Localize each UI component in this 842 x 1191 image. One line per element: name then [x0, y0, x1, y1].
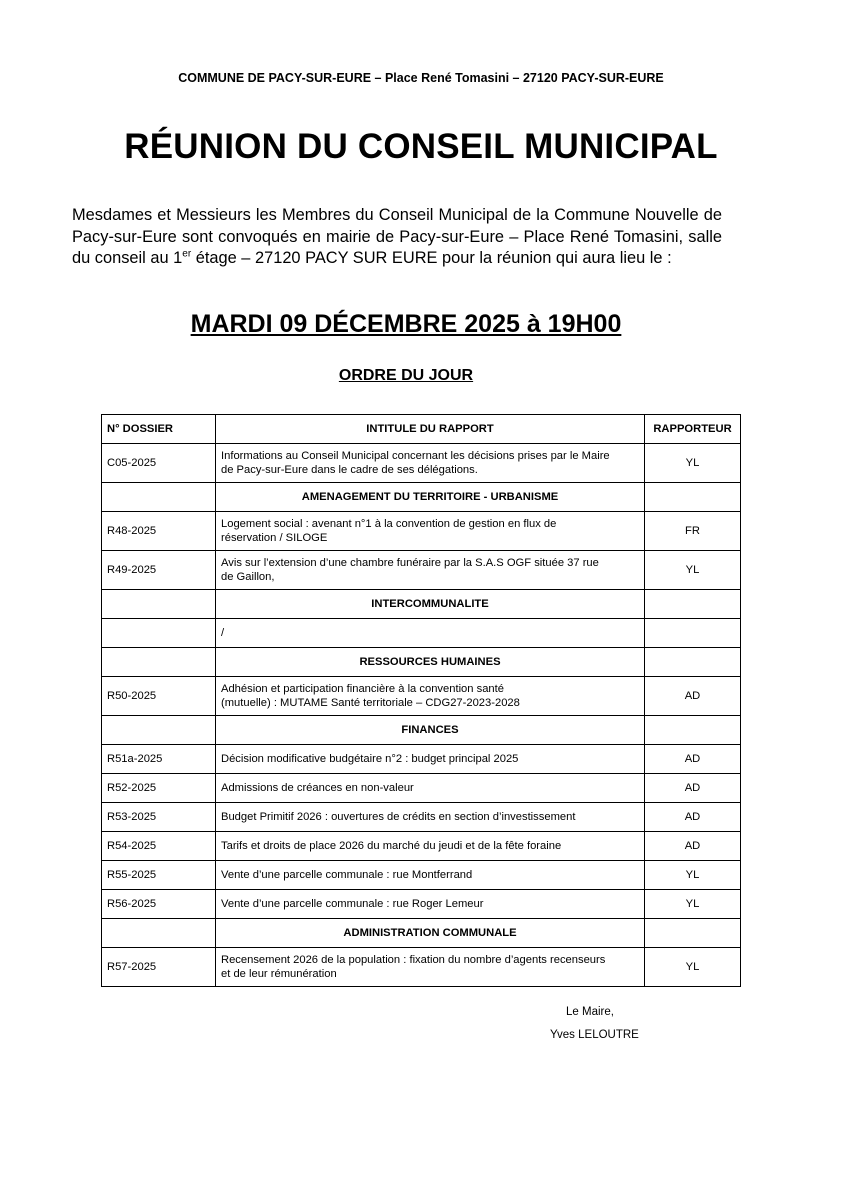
rapporteur-cell: FR: [645, 512, 741, 551]
section-label: RESSOURCES HUMAINES: [216, 648, 645, 677]
table-row: [102, 619, 741, 648]
dossier-cell: [102, 619, 216, 648]
intitule-line: et de leur rémunération: [221, 968, 337, 980]
dossier-cell: R49-2025: [102, 551, 216, 590]
intitule-line: Avis sur l’extension d’une chambre funéraire par la S.A.S OGF située 37 rue: [221, 557, 599, 569]
intitule-line: Recensement 2026 de la population : fixation du nombre d’agents recenseurs: [221, 954, 606, 966]
dossier-cell: R53-2025: [102, 803, 216, 832]
rapporteur-cell: [645, 619, 741, 648]
rapporteur-cell: YL: [645, 551, 741, 590]
empty-cell: [645, 590, 741, 619]
intitule-cell: Décision modificative budgétaire n°2 : budget principal 2025: [216, 745, 645, 774]
empty-cell: [102, 919, 216, 948]
empty-cell: [645, 716, 741, 745]
dossier-cell: R56-2025: [102, 890, 216, 919]
intitule-cell: [216, 677, 645, 716]
dossier-cell: R48-2025: [102, 512, 216, 551]
rapporteur-cell: YL: [645, 948, 741, 987]
table-row: [102, 551, 741, 590]
dossier-cell: R52-2025: [102, 774, 216, 803]
intitule-cell: Tarifs et droits de place 2026 du marché du jeudi et de la fête foraine: [216, 832, 645, 861]
empty-cell: [102, 648, 216, 677]
page-title: RÉUNION DU CONSEIL MUNICIPAL: [124, 127, 718, 166]
intitule-line: de Pacy-sur-Eure dans le cadre de ses délégations.: [221, 464, 478, 476]
signature-role: Le Maire,: [566, 1006, 614, 1018]
empty-cell: [102, 483, 216, 512]
intitule-cell: Admissions de créances en non-valeur: [216, 774, 645, 803]
table-row: [102, 512, 741, 551]
intitule-cell: [216, 444, 645, 483]
dossier-cell: R57-2025: [102, 948, 216, 987]
rapporteur-cell: YL: [645, 861, 741, 890]
section-row: [102, 648, 741, 677]
table-header-row: [102, 415, 741, 444]
section-label: AMENAGEMENT DU TERRITOIRE - URBANISME: [216, 483, 645, 512]
agenda-table: [101, 414, 741, 987]
table-row: [102, 890, 741, 919]
intitule-cell: [216, 512, 645, 551]
intitule-cell: /: [216, 619, 645, 648]
empty-cell: [645, 919, 741, 948]
dossier-cell: C05-2025: [102, 444, 216, 483]
section-row: [102, 716, 741, 745]
intitule-line: (mutuelle) : MUTAME Santé territoriale – CDG27-2023-2028: [221, 697, 520, 709]
rapporteur-cell: AD: [645, 745, 741, 774]
dossier-cell: R54-2025: [102, 832, 216, 861]
rapporteur-cell: AD: [645, 774, 741, 803]
dossier-cell: R55-2025: [102, 861, 216, 890]
empty-cell: [645, 483, 741, 512]
commune-address-line: COMMUNE DE PACY-SUR-EURE – Place René Tomasini – 27120 PACY-SUR-EURE: [178, 71, 664, 85]
table-row: [102, 948, 741, 987]
rapporteur-cell: AD: [645, 832, 741, 861]
table-row: [102, 803, 741, 832]
meeting-date-heading: [0, 310, 812, 339]
section-label: ADMINISTRATION COMMUNALE: [216, 919, 645, 948]
intitule-line: Adhésion et participation financière à la convention santé: [221, 683, 504, 695]
section-label: FINANCES: [216, 716, 645, 745]
meeting-date-text: MARDI 09 DÉCEMBRE 2025 à 19H00: [190, 310, 622, 338]
dossier-cell: R51a-2025: [102, 745, 216, 774]
section-label: INTERCOMMUNALITE: [216, 590, 645, 619]
table-row: [102, 444, 741, 483]
table-row: [102, 861, 741, 890]
intitule-line: de Gaillon,: [221, 571, 275, 583]
convocation-paragraph: [72, 205, 722, 270]
table-row: [102, 832, 741, 861]
agenda-heading: [0, 367, 812, 385]
intitule-cell: Vente d’une parcelle communale : rue Roger Lemeur: [216, 890, 645, 919]
signature-name: Yves LELOUTRE: [550, 1029, 639, 1041]
table-row: [102, 774, 741, 803]
intitule-line: Informations au Conseil Municipal concernant les décisions prises par le Maire: [221, 450, 610, 462]
empty-cell: [645, 648, 741, 677]
column-header-intitule: INTITULE DU RAPPORT: [216, 415, 645, 444]
section-row: [102, 590, 741, 619]
intitule-cell: Budget Primitif 2026 : ouvertures de crédits en section d’investissement: [216, 803, 645, 832]
empty-cell: [102, 590, 216, 619]
intitule-cell: [216, 551, 645, 590]
column-header-rapporteur: RAPPORTEUR: [645, 415, 741, 444]
column-header-dossier: N° DOSSIER: [102, 415, 216, 444]
dossier-cell: R50-2025: [102, 677, 216, 716]
intro-text-start: Mesdames et Messieurs les Membres du Conseil Municipal de la Commune Nouvelle de Pacy-sur-Eure sont convoqués en mairie de Pacy-sur-Eure – Place René Tomasini, salle du conseil au 1: [72, 206, 722, 267]
intro-superscript: er: [182, 248, 192, 260]
intitule-line: réservation / SILOGE: [221, 532, 328, 544]
table-row: [102, 677, 741, 716]
rapporteur-cell: AD: [645, 803, 741, 832]
empty-cell: [102, 716, 216, 745]
intitule-cell: [216, 948, 645, 987]
intitule-cell: Vente d’une parcelle communale : rue Montferrand: [216, 861, 645, 890]
table-row: [102, 745, 741, 774]
intro-text-end: étage – 27120 PACY SUR EURE pour la réunion qui aura lieu le :: [191, 249, 672, 267]
intitule-line: Logement social : avenant n°1 à la convention de gestion en flux de: [221, 518, 557, 530]
rapporteur-cell: YL: [645, 444, 741, 483]
section-row: [102, 919, 741, 948]
rapporteur-cell: AD: [645, 677, 741, 716]
section-row: [102, 483, 741, 512]
rapporteur-cell: YL: [645, 890, 741, 919]
agenda-heading-text: ORDRE DU JOUR: [338, 367, 474, 384]
